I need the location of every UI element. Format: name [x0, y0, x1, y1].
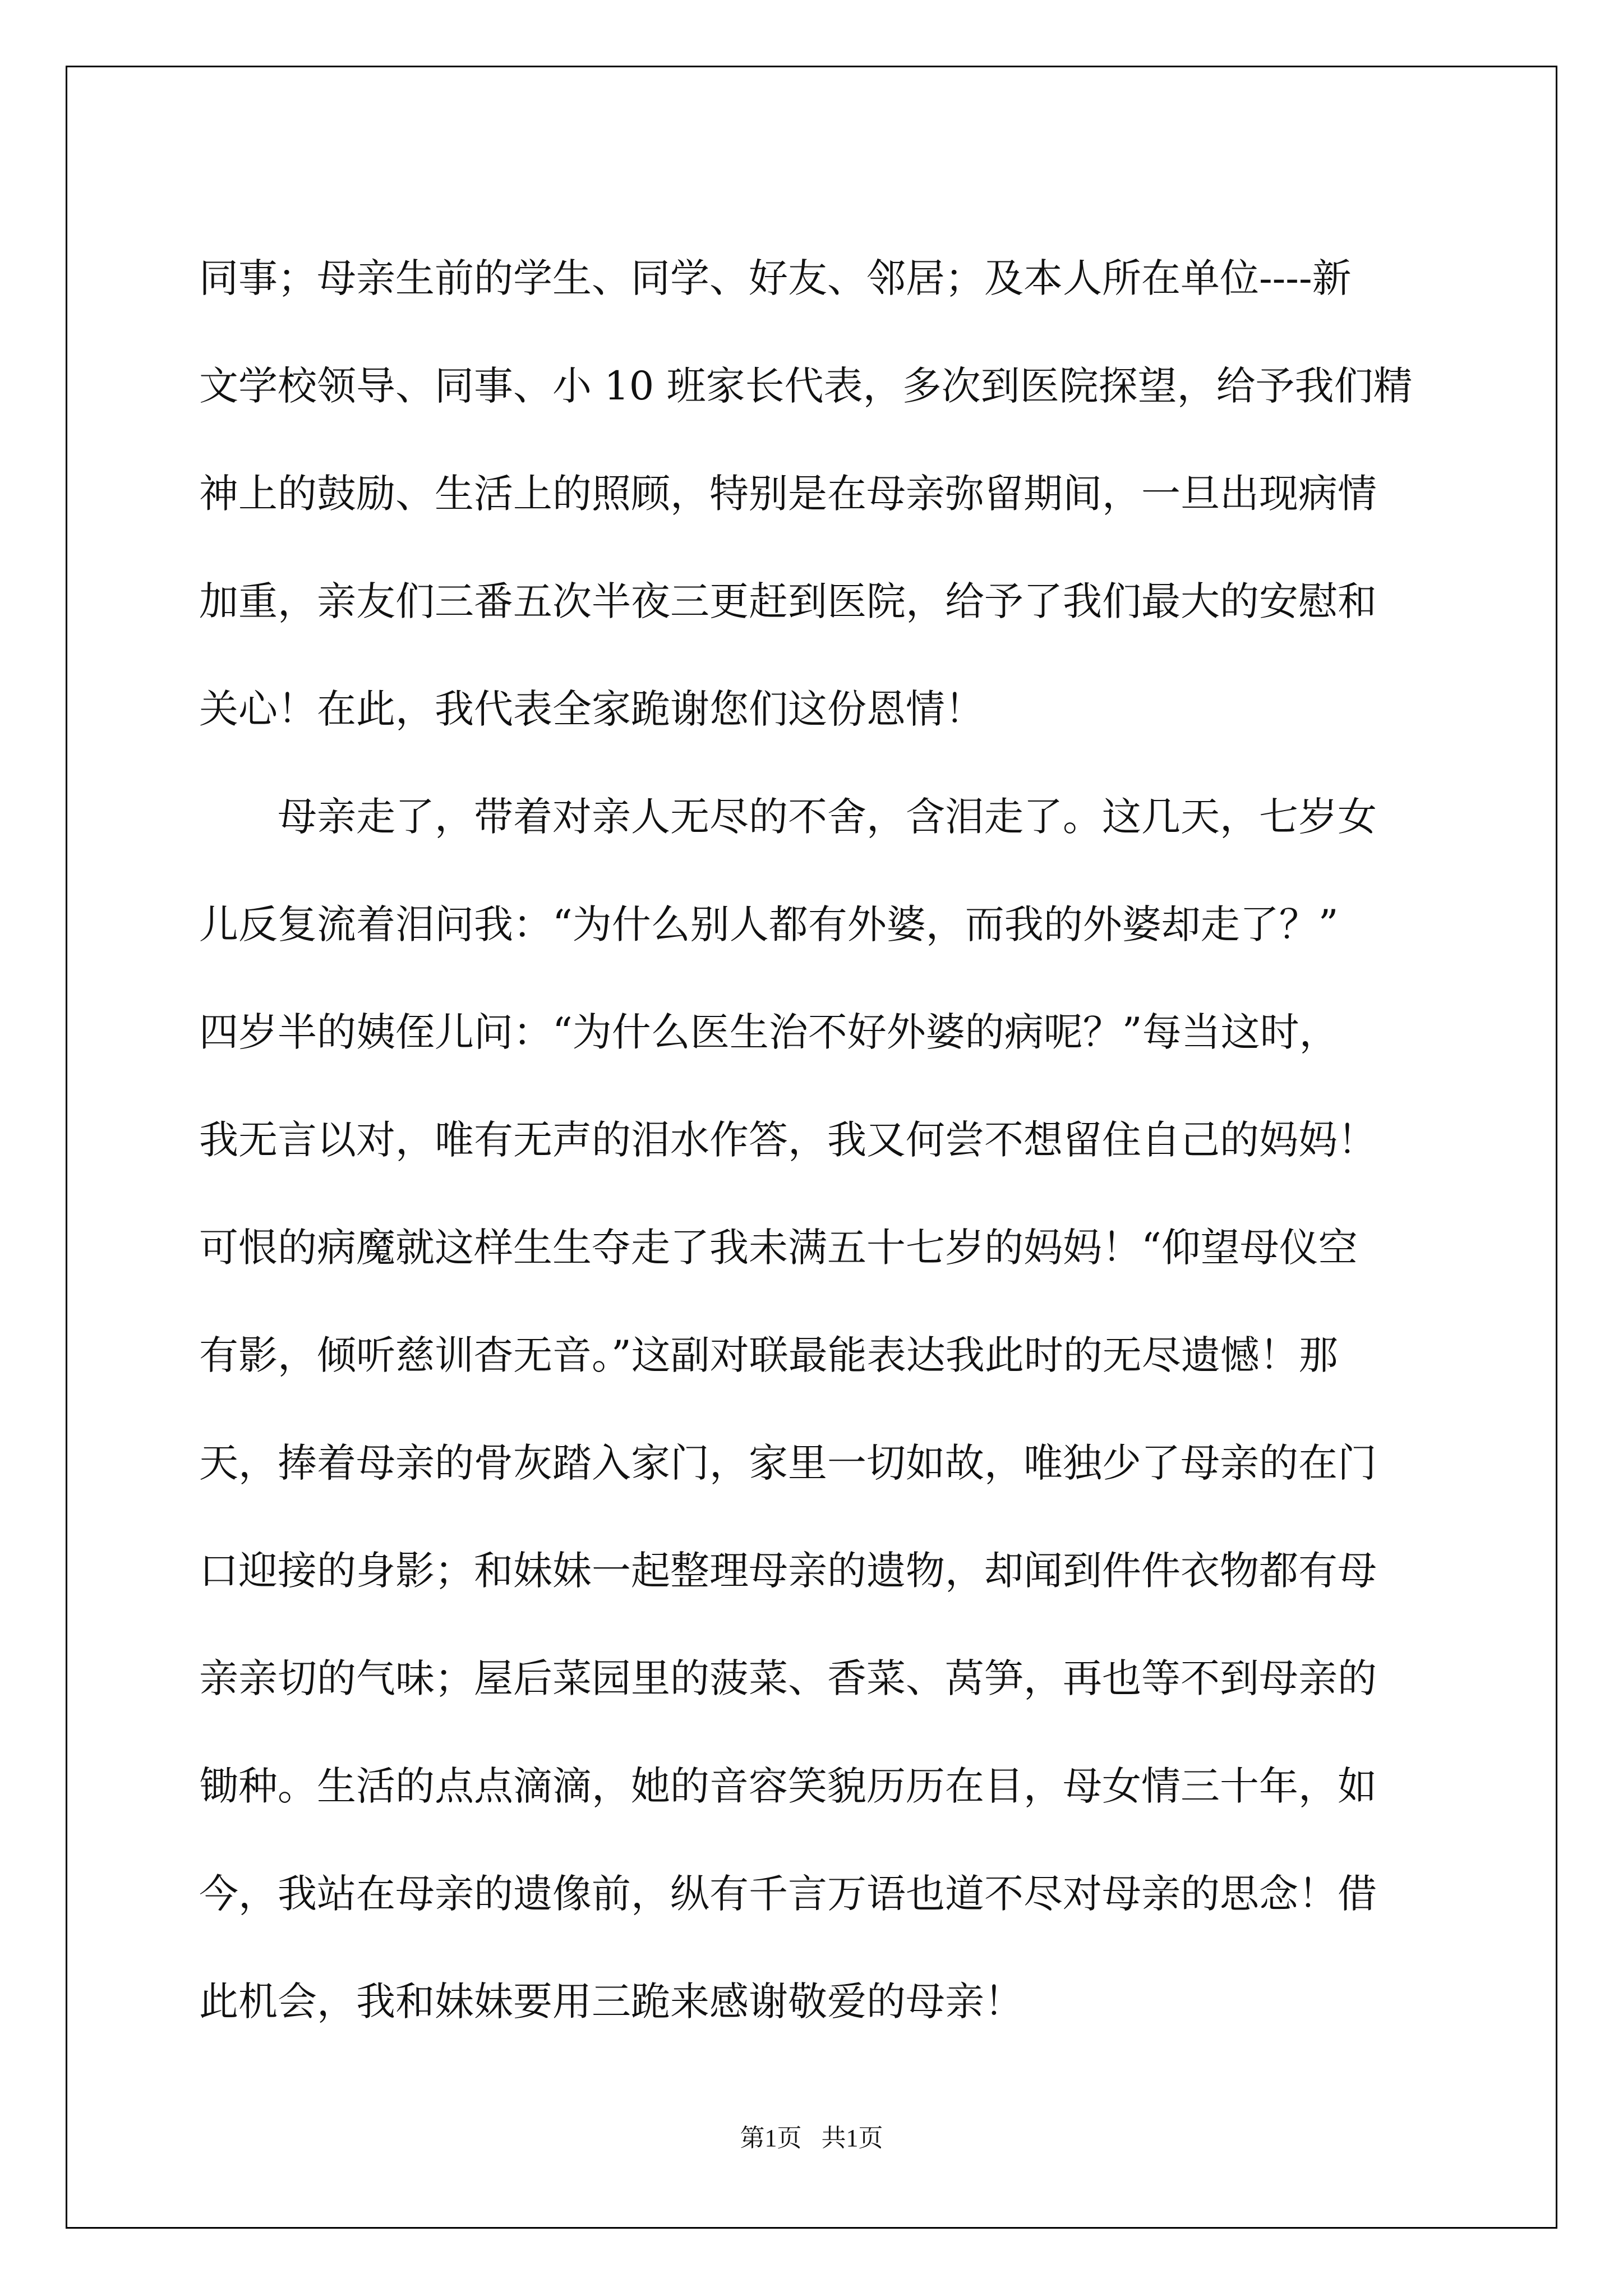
page-footer [0, 2118, 1623, 2154]
text-line: 今，我站在母亲的遗像前，纵有千言万语也道不尽对母亲的思念！借 [199, 1871, 1377, 1917]
text-line: 加重，亲友们三番五次半夜三更赶到医院，给予了我们最大的安慰和 [199, 578, 1377, 624]
text-line: 天，捧着母亲的骨灰踏入家门，家里一切如故，唯独少了母亲的在门 [199, 1440, 1377, 1486]
paragraph-start-line: 母亲走了，带着对亲人无尽的不舍，含泪走了。这几天，七岁女 [278, 794, 1377, 840]
text-line: 儿反复流着泪问我：“为什么别人都有外婆，而我的外婆却走了？” [199, 901, 1339, 947]
text-line: 此机会，我和妹妹要用三跪来感谢敬爱的母亲！ [199, 1978, 1023, 2024]
text-line: 锄种。生活的点点滴滴，她的音容笑貌历历在目，母女情三十年，如 [199, 1763, 1377, 1809]
text-line: 我无言以对，唯有无声的泪水作答，我又何尝不想留住自己的妈妈！ [199, 1117, 1377, 1163]
text-line: 口迎接的身影；和妹妹一起整理母亲的遗物，却闻到件件衣物都有母 [199, 1548, 1377, 1594]
text-line: 关心！在此，我代表全家跪谢您们这份恩情！ [199, 686, 984, 732]
text-line: 神上的鼓励、生活上的照顾，特别是在母亲弥留期间，一旦出现病情 [199, 471, 1377, 517]
text-line: 四岁半的姨侄儿问：“为什么医生治不好外婆的病呢？”每当这时， [199, 1009, 1339, 1055]
page-total: 共1页 [821, 2124, 883, 2152]
text-line: 亲亲切的气味；屋后菜园里的菠菜、香菜、莴笋，再也等不到母亲的 [199, 1655, 1377, 1701]
document-body [199, 224, 1427, 2055]
text-line: 文学校领导、同事、小 10 班家长代表，多次到医院探望，给予我们精 [199, 363, 1413, 409]
page-number: 第1页 [740, 2124, 802, 2152]
text-line: 同事；母亲生前的学生、同学、好友、邻居；及本人所在单位----新 [199, 255, 1352, 301]
text-line: 可恨的病魔就这样生生夺走了我未满五十七岁的妈妈！“仰望母仪空 [199, 1225, 1358, 1271]
text-line: 有影，倾听慈训杳无音。”这副对联最能表达我此时的无尽遗憾！那 [199, 1332, 1338, 1378]
